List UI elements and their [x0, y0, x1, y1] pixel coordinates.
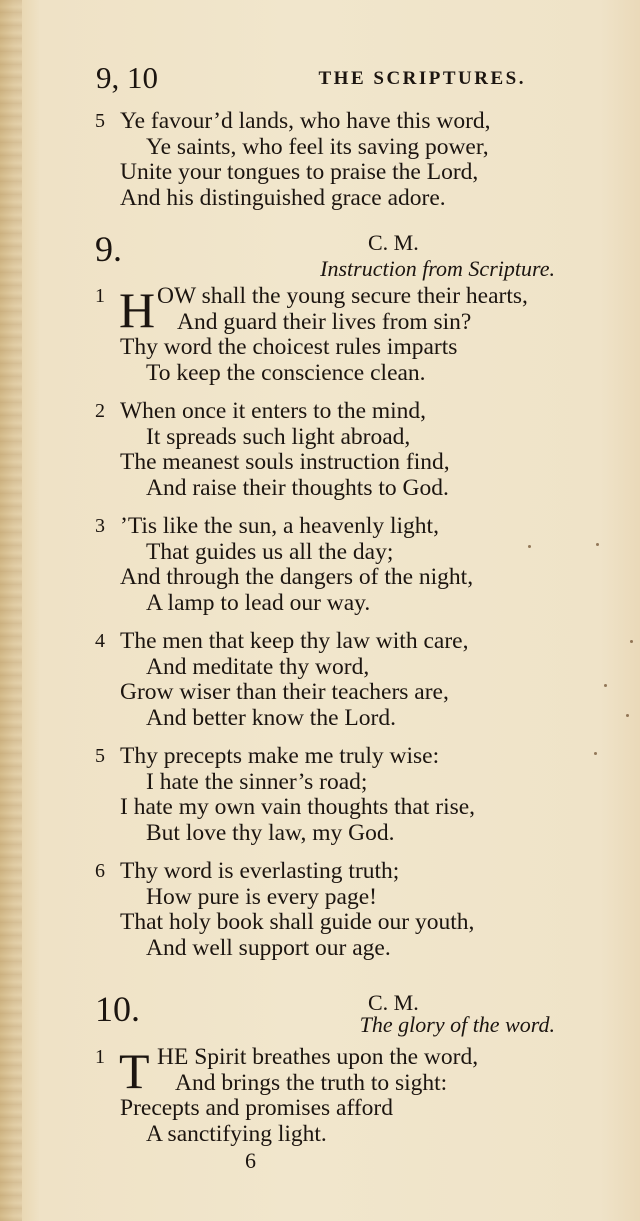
stanza-number: 5	[95, 745, 105, 767]
verse-line: And his distinguished grace adore.	[120, 185, 446, 212]
verse-line: The men that keep thy law with care,	[120, 628, 469, 654]
stanza-number: 1	[95, 1046, 105, 1068]
page-numbers: 9, 10	[96, 60, 158, 95]
drop-cap: H	[119, 282, 156, 338]
foxing-speck	[630, 640, 633, 643]
hymn-meter: C. M.	[368, 990, 419, 1015]
continuation-stanza	[95, 109, 640, 212]
page-header	[96, 60, 526, 96]
stanza-5	[95, 744, 640, 847]
stanza-number: 6	[95, 860, 105, 882]
verse-line: The meanest souls instruction find,	[120, 449, 450, 476]
verse-line: Thy word the choicest rules imparts	[120, 334, 458, 361]
hymn-subtitle: Instruction from Scripture.	[320, 256, 555, 281]
hymn-meter: C. M.	[368, 230, 419, 255]
verse-line: And well support our age.	[146, 935, 391, 962]
verse-line: That guides us all the day;	[146, 538, 394, 565]
page-binding-edge	[0, 0, 22, 1221]
verse-line: Ye favour’d lands, who have this word,	[120, 108, 491, 134]
verse-line: Thy word is everlasting truth;	[120, 858, 400, 884]
stanza-3	[95, 514, 640, 617]
hymn-subtitle: The glory of the word.	[359, 1012, 555, 1037]
verse-line: To keep the conscience clean.	[146, 360, 426, 387]
hymn-number: 9.	[95, 229, 122, 269]
running-title: THE SCRIPTURES.	[318, 68, 526, 89]
verse-line: When once it enters to the mind,	[120, 398, 427, 424]
foxing-speck	[626, 714, 629, 717]
stanza-1	[95, 1045, 640, 1148]
verse-line: Unite your tongues to praise the Lord,	[120, 159, 479, 186]
verse-line: Ye saints, who feel its saving power,	[146, 133, 489, 160]
verse-line: And through the dangers of the night,	[120, 564, 474, 591]
stanza-6	[95, 859, 640, 962]
stanza-2	[95, 399, 640, 502]
verse-line: I hate my own vain thoughts that rise,	[120, 794, 476, 821]
hymn-number: 10.	[95, 989, 140, 1029]
verse-line: Thy precepts make me truly wise:	[120, 743, 440, 769]
verse-line: How pure is every page!	[146, 883, 377, 910]
verse-line: And better know the Lord.	[146, 705, 396, 732]
stanza-4	[95, 629, 640, 732]
verse-line: A lamp to lead our way.	[146, 590, 371, 617]
verse-line: HE Spirit breathes upon the word,	[157, 1044, 479, 1070]
stanza-number: 2	[95, 400, 105, 422]
verse-line: I hate the sinner’s road;	[146, 768, 368, 795]
verse-line: OW shall the young secure their hearts,	[157, 283, 528, 309]
verse-line: And brings the truth to sight:	[175, 1069, 448, 1096]
verse-line: Grow wiser than their teachers are,	[120, 679, 449, 706]
verse-line: But love thy law, my God.	[146, 820, 395, 847]
drop-cap: T	[119, 1043, 150, 1099]
folio-number: 6	[245, 1148, 256, 1173]
foxing-speck	[596, 543, 599, 546]
verse-line: ’Tis like the sun, a heavenly light,	[120, 513, 439, 539]
foxing-speck	[604, 684, 607, 687]
stanza-number: 1	[95, 285, 105, 307]
stanza-number: 3	[95, 515, 105, 537]
verse-line: Precepts and promises afford	[120, 1095, 394, 1122]
verse-line: A sanctifying light.	[146, 1121, 327, 1148]
verse-line: And raise their thoughts to God.	[146, 475, 449, 502]
stanza-number: 5	[95, 110, 105, 132]
stanza-number: 4	[95, 630, 105, 652]
verse-line: And meditate thy word,	[146, 653, 370, 680]
foxing-speck	[594, 752, 597, 755]
verse-line: It spreads such light abroad,	[146, 423, 411, 450]
verse-line: And guard their lives from sin?	[177, 308, 472, 335]
verse-line: That holy book shall guide our youth,	[120, 909, 475, 936]
stanza-1	[95, 284, 640, 387]
foxing-speck	[528, 545, 531, 548]
